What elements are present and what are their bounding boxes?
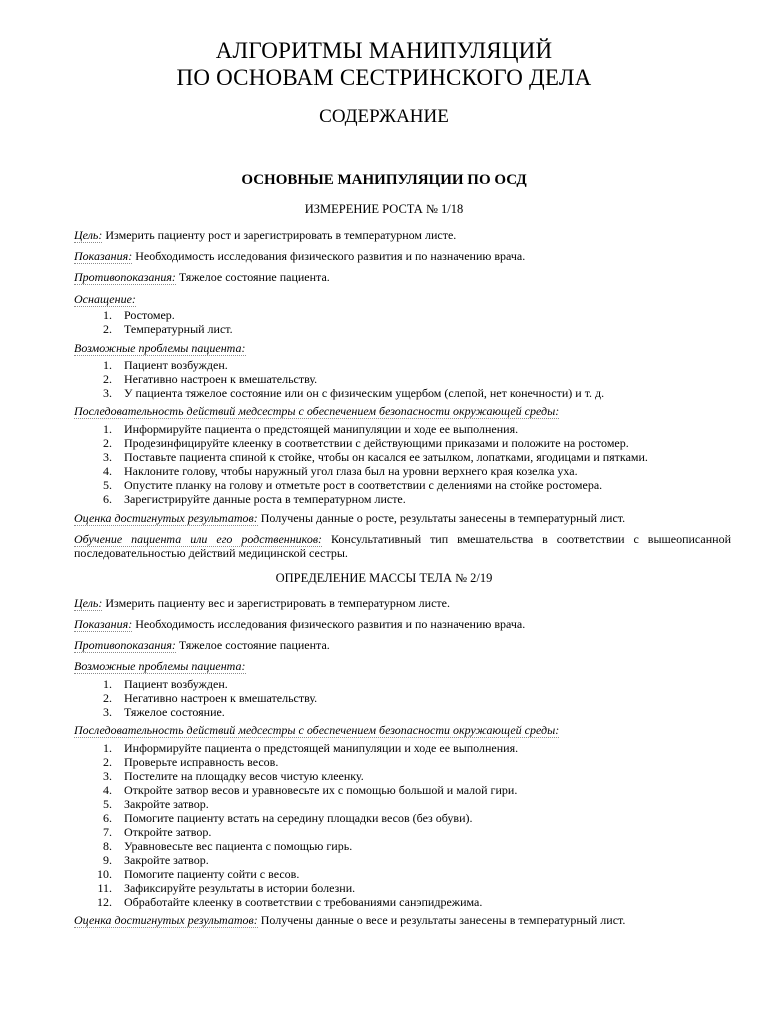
m1-teaching-text: Консультативный тип вмешательства в соответствии с вышеописанной последовательностью действий медицинской сестры. [74, 532, 731, 560]
m1-evaluation-label: Оценка достигнутых результатов: [74, 511, 258, 525]
m1-problems-label-line [74, 341, 731, 355]
m1-goal-label: Цель: [74, 228, 103, 242]
m1-teaching-label: Обучение пациента или его родственников: [74, 532, 323, 546]
m1-equipment-label-line [74, 292, 731, 306]
m1-indications-label: Показания: [74, 249, 133, 263]
m1-steps-label: Последовательность действий медсестры с обеспечением безопасности окружающей среды: [74, 404, 560, 418]
m2-evaluation-text: Получены данные о весе и результаты занесены в температурный лист. [257, 913, 626, 927]
m1-problems-label: Возможные проблемы пациента: [74, 341, 246, 355]
m2-indications-text: Необходимость исследования физического развития и по назначению врача. [132, 617, 526, 631]
m1-equipment-label: Оснащение: [74, 292, 136, 306]
m2-problems-label-line [74, 659, 731, 673]
m1-indications [74, 249, 731, 263]
m1-evaluation [74, 511, 731, 525]
m2-steps-label-line [74, 723, 731, 737]
m2-goal-label: Цель: [74, 596, 103, 610]
m2-problems-label: Возможные проблемы пациента: [74, 659, 246, 673]
document-title-line1: АЛГОРИТМЫ МАНИПУЛЯЦИЙ [215, 38, 553, 63]
m2-evaluation [74, 913, 731, 927]
m2-contraindications [74, 638, 731, 652]
document-title-line2: ПО ОСНОВАМ СЕСТРИНСКОГО ДЕЛА [176, 65, 592, 90]
m1-steps-label-line [74, 404, 731, 418]
manipulation-title-height: ИЗМЕРЕНИЕ РОСТА № 1/18 [304, 202, 464, 216]
m2-contraindications-label: Противопоказания: [74, 638, 176, 652]
section-heading: ОСНОВНЫЕ МАНИПУЛЯЦИИ ПО ОСД [241, 172, 527, 188]
contents-heading: СОДЕРЖАНИЕ [319, 106, 449, 127]
m1-contraindications-label: Противопоказания: [74, 270, 176, 284]
m1-goal-text: Измерить пациенту рост и зарегистрировать в температурном листе. [102, 228, 457, 242]
m2-goal-text: Измерить пациенту вес и зарегистрировать в температурном листе. [102, 596, 450, 610]
m1-indications-text: Необходимость исследования физического развития и по назначению врача. [132, 249, 526, 263]
document-page: АЛГОРИТМЫ МАНИПУЛЯЦИЙ ПО ОСНОВАМ СЕСТРИНСКОГО ДЕЛА СОДЕРЖАНИЕ ОСНОВНЫЕ МАНИПУЛЯЦИИ ПО ОСД ИЗМЕРЕНИЕ РОСТА № 1/18 Цель: Измерить пациенту рост и зарегистрировать в температурном листе. Показания: Необходимость исследования физического развития и по назначению врача. Противопоказания: Тяжелое состояние пациента. Оснащение: 1. Ростомер. 2. Температурный лист. Возможные проблемы пациента: 1. Пациент возбужден. 2. Негативно настроен к вмешательству. 3. У пациента тяжелое состояние или он с физическим ущербом (слепой, нет конечности) и т. д. Последовательность действий медсестры с обеспечением безопасности окружающей среды: 1. Информируйте пациента о предстоящей манипуляции и ходе ее выполнения. 2. Продезинфицируйте клеенку в соответствии с действующими приказами и положите на ростомер. 3. Поставьте пациента спиной к стойке, чтобы он касался ее затылком, лопатками, ягодицами и пятками. 4. Наклоните голову, чтобы наружный угол глаза был на уровни верхнего края козелка уха. 5. Опустите планку на голову и отметьте рост в соответствии с делениями на стойке ростомера. 6. Зарегистрируйте данные роста в температурном листе. Оценка достигнутых результатов: Получены данные о росте, результаты занесены в температурный лист. Обучение пациента или его родственников: Консультативный тип вмешательства в соответствии с вышеописанной последовательностью действий медицинской сестры. ОПРЕДЕЛЕНИЕ МАССЫ ТЕЛА № 2/19 Цель: Измерить пациенту вес и зарегистрировать в температурном листе. Показания: Необходимость исследования физического развития и по назначению врача. Противопоказания: Тяжелое состояние пациента. Возможные проблемы пациента: 1. Пациент возбужден. 2. Негативно настроен к вмешательству. 3. Тяжелое состояние. Последовательность действий медсестры с обеспечением безопасности окружающей среды: 1. Информируйте пациента о предстоящей манипуляции и ходе ее выполнения. 2. Проверьте исправность весов. 3. Постелите на площадку весов чистую клеенку. 4. Откройте затвор весов и уравновесьте их с помощью большой и малой гири. 5. Закройте затвор. 6. Помогите пациенту встать на середину площадки весов (без обуви). 7. Откройте затвор. 8. Уравновесьте вес пациента с помощью гирь. 9. Закройте затвор. 10. Помогите пациенту сойти с весов. 11. Зафиксируйте результаты в истории болезни. 12. Обработайте клеенку в соответствии с требованиями санэпидрежима. Оценка достигнутых результатов: Получены данные о весе и результаты занесены в температурный лист. [0, 0, 768, 1024]
m2-contraindications-text: Тяжелое состояние пациента. [175, 638, 330, 652]
m2-evaluation-label: Оценка достигнутых результатов: [74, 913, 258, 927]
m2-indications-label: Показания: [74, 617, 133, 631]
m2-steps-label: Последовательность действий медсестры с обеспечением безопасности окружающей среды: [74, 723, 560, 737]
manipulation-title-weight: ОПРЕДЕЛЕНИЕ МАССЫ ТЕЛА № 2/19 [275, 571, 493, 585]
m1-teaching [74, 532, 731, 560]
m1-goal [74, 228, 731, 242]
m2-goal [74, 596, 731, 610]
m2-indications [74, 617, 731, 631]
m1-contraindications [74, 270, 731, 284]
m1-contraindications-text: Тяжелое состояние пациента. [175, 270, 330, 284]
m1-evaluation-text: Получены данные о росте, результаты занесены в температурный лист. [257, 511, 626, 525]
